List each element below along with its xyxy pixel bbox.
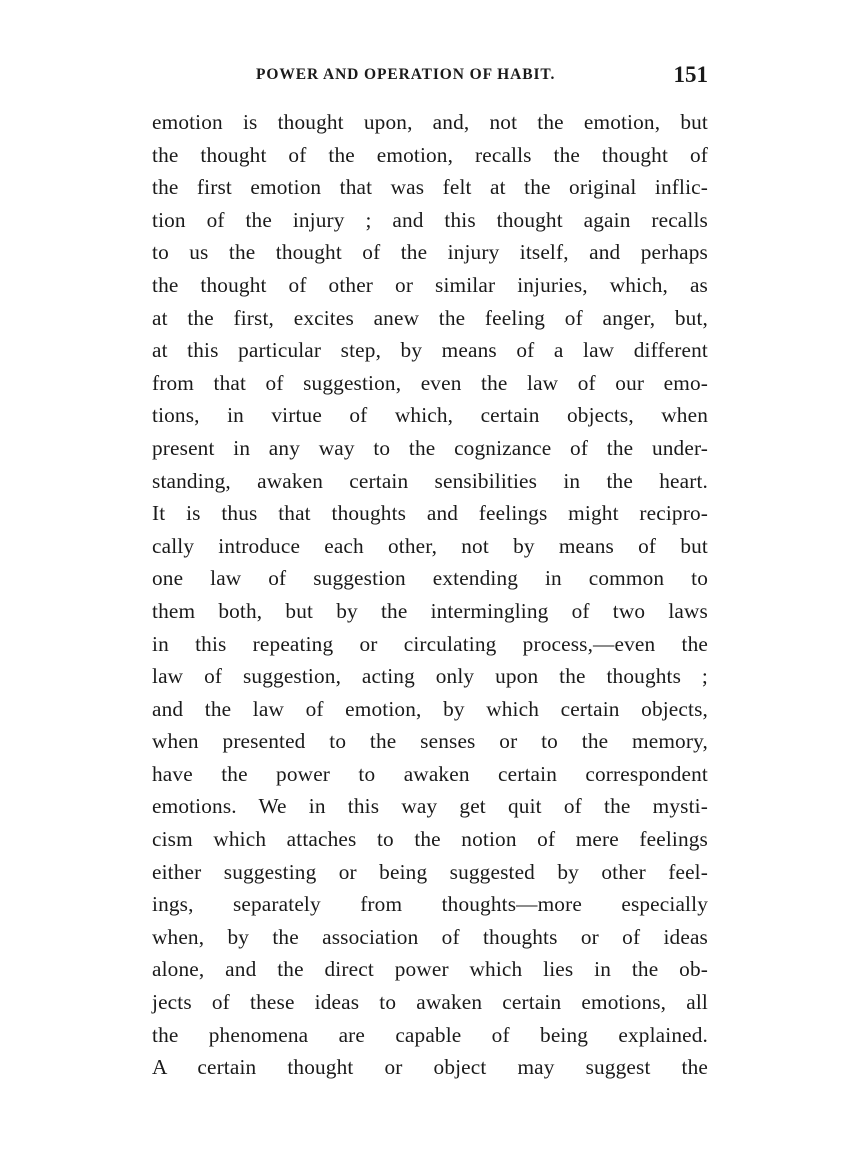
text-line: when presented to the senses or to the memory, [152,729,708,754]
text-line: It is thus that thoughts and feelings might recipro- [152,501,708,526]
text-line: the phenomena are capable of being explained. [152,1022,708,1047]
text-line: at the first, excites anew the feeling of anger, but, [152,305,708,330]
text-line: in this repeating or circulating process,—even the [152,631,708,656]
text-line: to us the thought of the injury itself, and perhaps [152,240,708,265]
text-line: and the law of emotion, by which certain objects, [152,696,708,721]
text-line: the thought of other or similar injuries, which, as [152,272,708,297]
running-header [152,60,712,96]
text-line: present in any way to the cognizance of the under- [152,435,708,460]
text-line: the thought of the emotion, recalls the thought of [152,142,708,167]
text-line: from that of suggestion, even the law of our emo- [152,370,708,395]
text-line: either suggesting or being suggested by other feel- [152,859,708,884]
text-line: A certain thought or object may suggest the [152,1055,708,1080]
text-line: at this particular step, by means of a law different [152,338,708,363]
text-line: tions, in virtue of which, certain objects, when [152,403,708,428]
text-line: the first emotion that was felt at the original inflic- [152,175,708,200]
text-line: cally introduce each other, not by means of but [152,533,708,558]
text-line: jects of these ideas to awaken certain emotions, all [152,990,708,1015]
text-line: when, by the association of thoughts or of ideas [152,924,708,949]
page-number: 151 [673,62,708,87]
text-line: have the power to awaken certain correspondent [152,761,708,786]
body-text [152,106,708,1084]
text-line: one law of suggestion extending in common to [152,566,708,591]
text-line: law of suggestion, acting only upon the thoughts ; [152,664,708,689]
text-line: emotions. We in this way get quit of the mysti- [152,794,708,819]
text-line: emotion is thought upon, and, not the emotion, but [152,110,708,134]
running-header-title: POWER AND OPERATION OF HABIT. [256,66,556,83]
text-line: cism which attaches to the notion of mere feelings [152,827,708,852]
text-line: ings, separately from thoughts—more especially [152,892,708,917]
text-line: alone, and the direct power which lies in the ob- [152,957,708,982]
text-line: them both, but by the intermingling of two laws [152,598,708,623]
text-line: standing, awaken certain sensibilities in the heart. [152,468,708,493]
text-line: tion of the injury ; and this thought again recalls [152,207,708,232]
